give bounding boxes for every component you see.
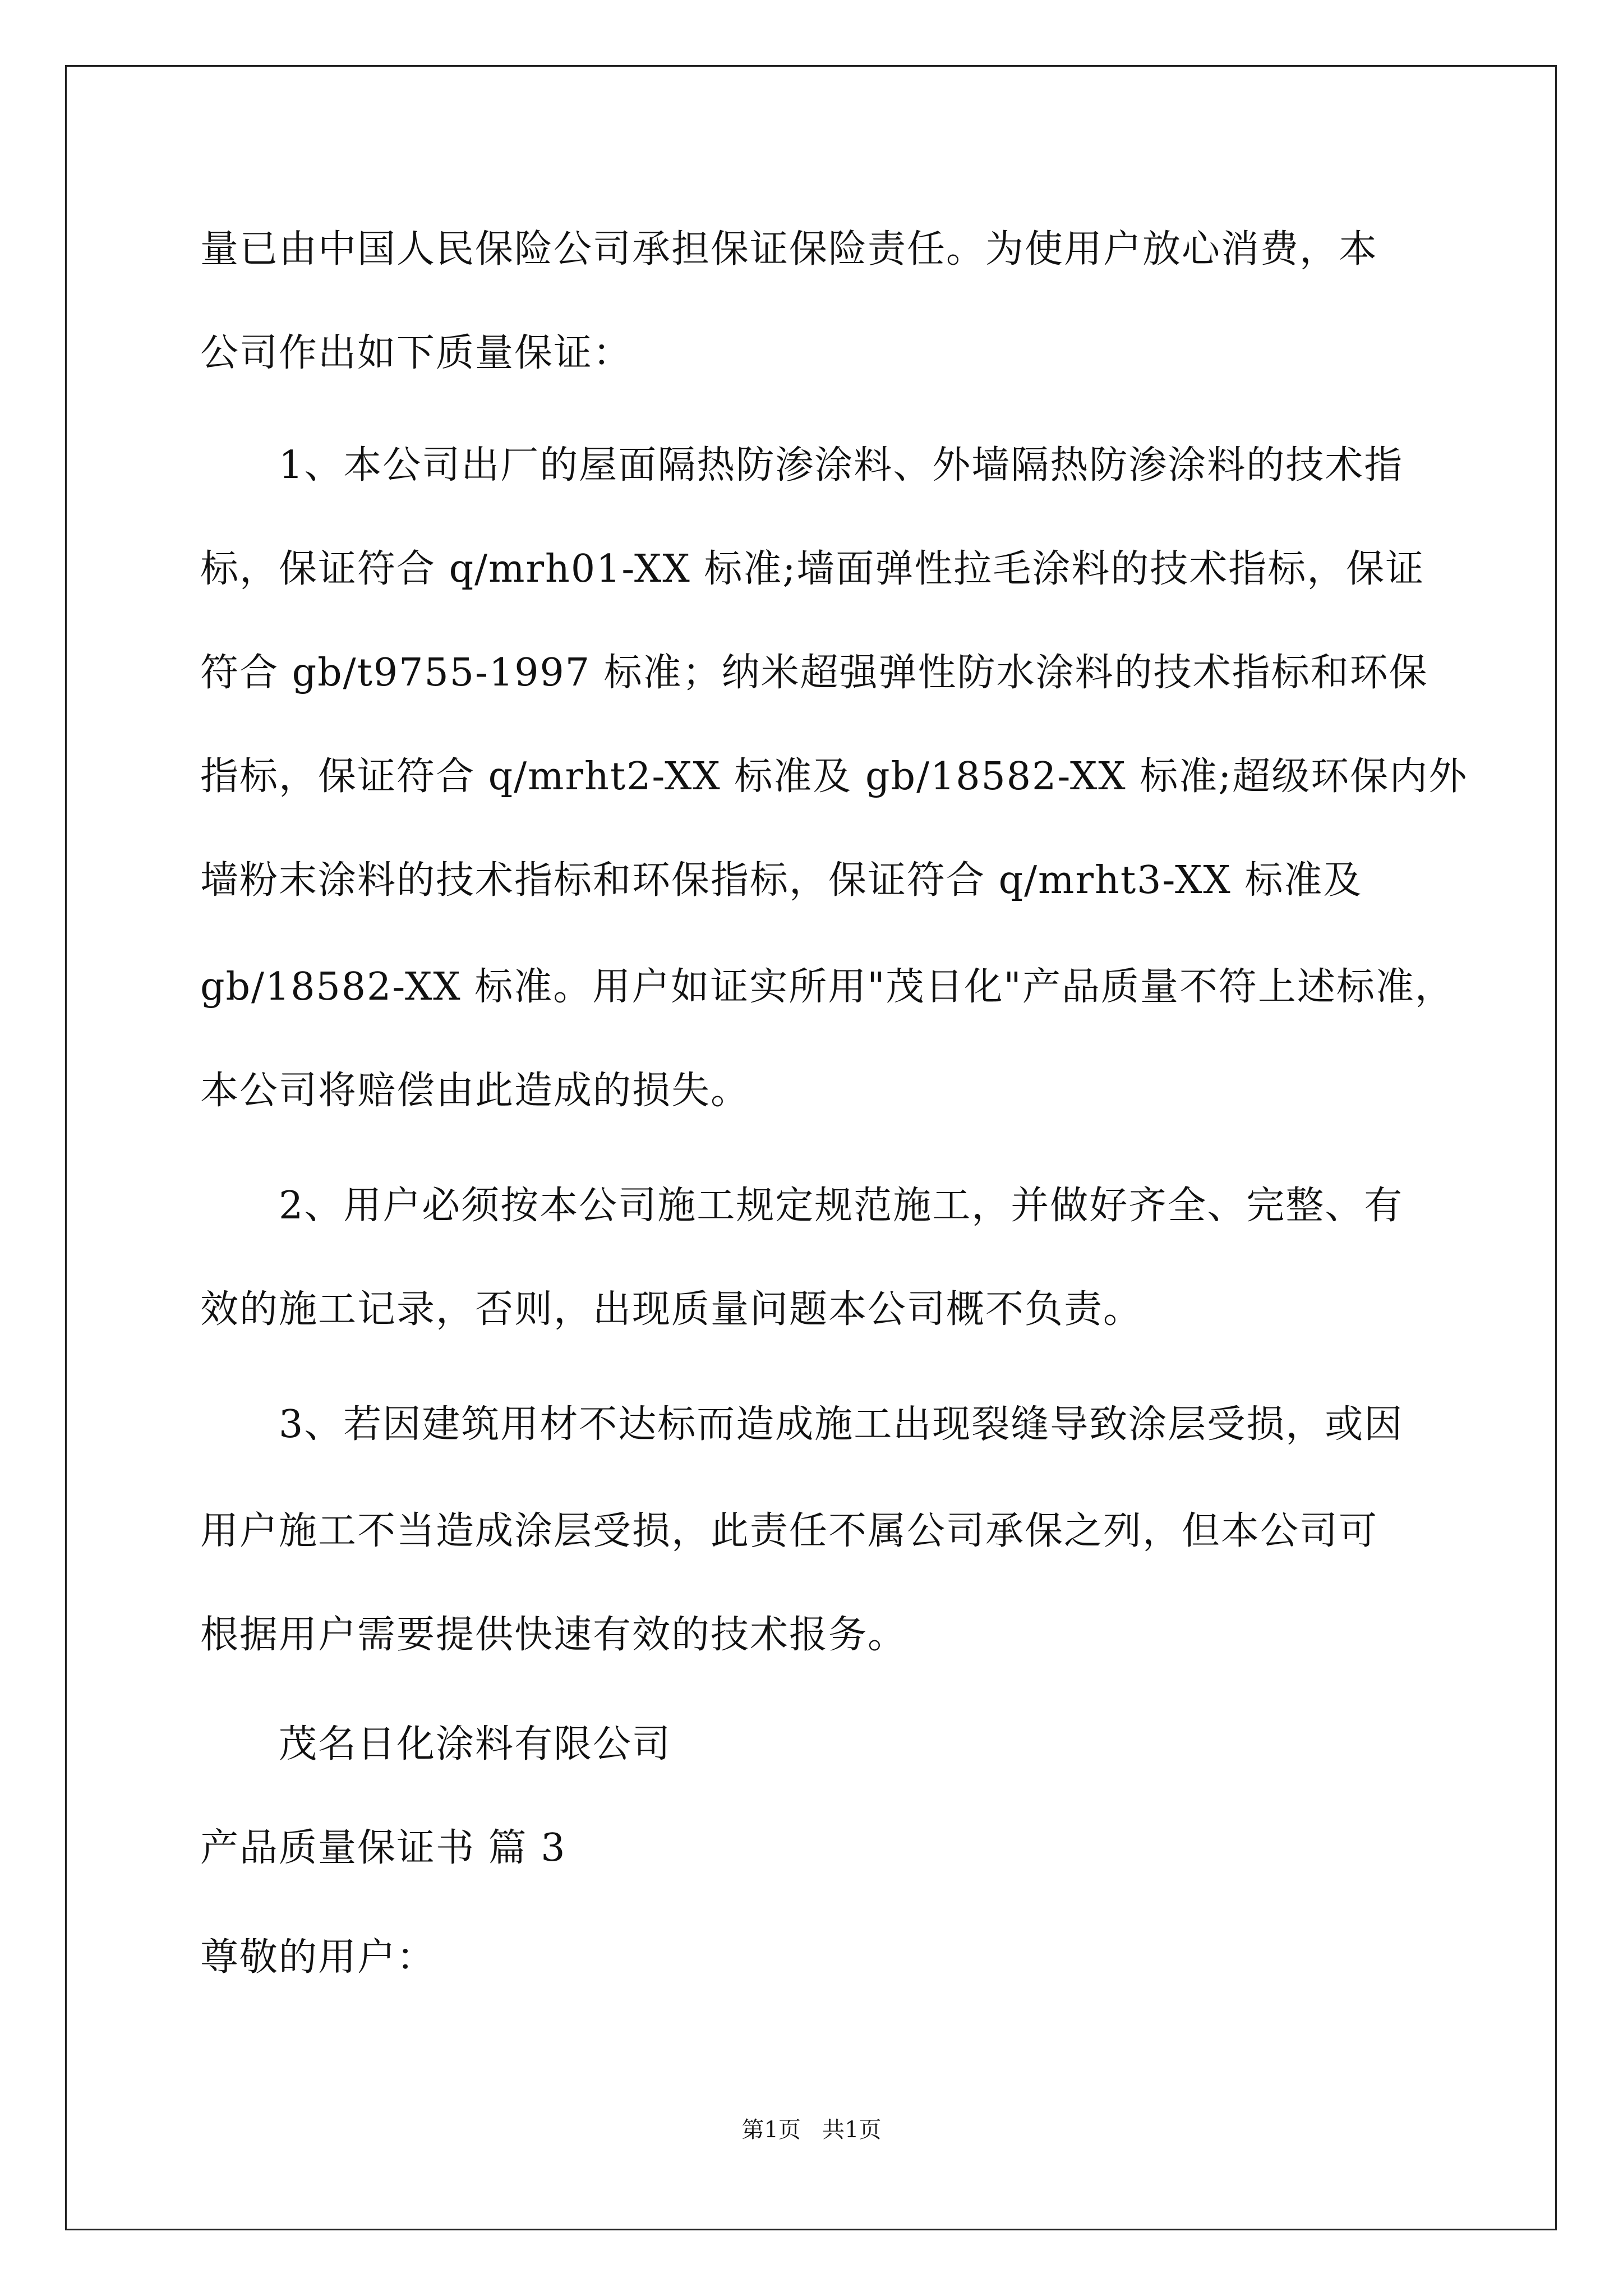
page-border [65,65,1557,2230]
text-line-7: 墙粉末涂料的技术指标和环保指标，保证符合 q/mrht3-XX 标准及 [200,858,1363,903]
text-line-5: 符合 gb/t9755-1997 标准；纳米超强弹性防水涂料的技术指标和环保 [200,651,1428,695]
text-line-14: 根据用户需要提供快速有效的技术报务。 [200,1613,907,1657]
text-line-3: 1、本公司出厂的屋面隔热防渗涂料、外墙隔热防渗涂料的技术指 [279,443,1404,487]
text-line-9: 本公司将赔偿由此造成的损失。 [200,1069,750,1113]
text-line-8: gb/18582-XX 标准。用户如证实所用"茂日化"产品质量不符上述标准， [200,965,1454,1009]
text-line-6: 指标，保证符合 q/mrht2-XX 标准及 gb/18582-XX 标准;超级环保内外 [200,754,1468,799]
page-footer: 第1页 共1页 [741,2117,882,2143]
text-line-2: 公司作出如下质量保证： [200,331,633,375]
text-line-17: 尊敬的用户： [200,1935,436,1980]
text-line-10: 2、用户必须按本公司施工规定规范施工，并做好齐全、完整、有 [279,1184,1404,1228]
text-line-15: 茂名日化涂料有限公司 [279,1722,672,1766]
text-line-1: 量已由中国人民保险公司承担保证保险责任。为使用户放心消费，本 [200,227,1378,272]
text-line-11: 效的施工记录，否则，出现质量问题本公司概不负责。 [200,1287,1143,1332]
text-line-4: 标，保证符合 q/mrh01-XX 标准;墙面弹性拉毛涂料的技术指标，保证 [200,547,1425,591]
text-line-12: 3、若因建筑用材不达标而造成施工出现裂缝导致涂层受损，或因 [279,1402,1404,1447]
text-line-13: 用户施工不当造成涂层受损，此责任不属公司承保之列，但本公司可 [200,1509,1378,1553]
text-line-16: 产品质量保证书 篇 3 [200,1826,566,1870]
